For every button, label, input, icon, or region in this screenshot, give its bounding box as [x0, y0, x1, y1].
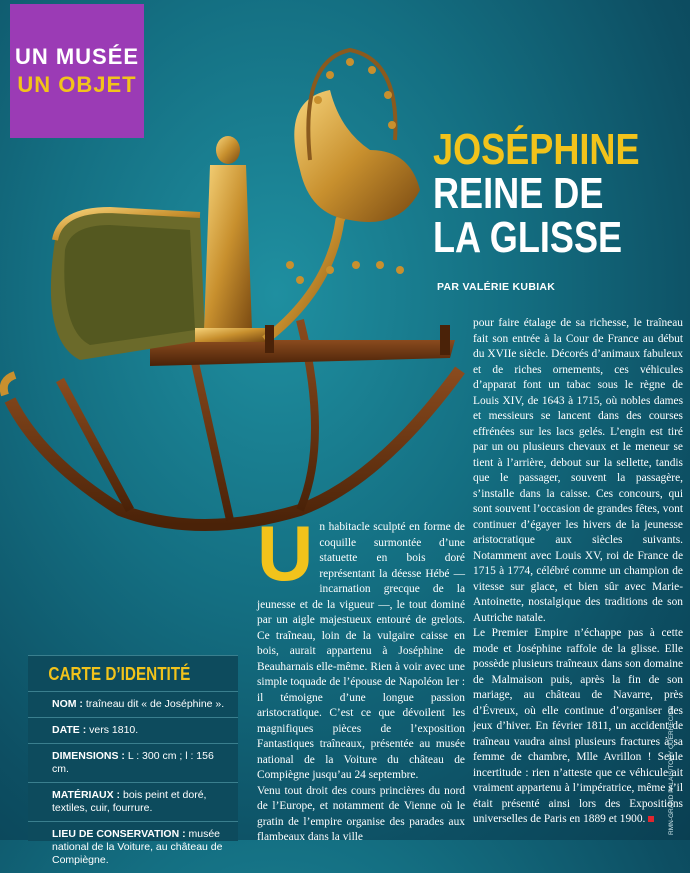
sleigh-photo: [0, 40, 470, 560]
headline: [433, 125, 683, 262]
headline-line-2: REINE DE: [433, 169, 604, 218]
identity-card-title: CARTE D’IDENTITÉ: [48, 664, 191, 684]
field-key: DATE :: [52, 724, 87, 736]
article-paragraph-1: n habitacle sculpté en forme de coquille surmontée d’une statuette en bois doré représentant la déesse Hébé — incarnation grecque de la jeunesse et de la vigueur —, le tout dominé par un aigle majestueux entouré de grelots. Ce traîneau, loin de la vulgaire caisse en bois, aurait appartenu à Joséphine de Beauharnais elle-même. Rien à voir avec une simple toquade de l’épouse de Napoléon Ier : il témoigne d’une longue passion aristocratique. C’est ce que dévoilent les magnifiques pièces de l’exposition Fantastiques traîneaux, présentée au musée national de la Voiture du château de Compiègne jusqu’au 24 septembre.: [257, 521, 465, 781]
headline-line-1: JOSÉPHINE: [433, 125, 640, 174]
headline-line-3: LA GLISSE: [433, 213, 623, 262]
identity-field-dimensions: [28, 743, 238, 782]
article-paragraph-2: Venu tout droit des cours princières du nord de l’Europe, et notamment de Vienne où le gratin de l’empire organise des parades aux flambeaux dans la ville: [257, 784, 465, 843]
identity-field-materials: [28, 782, 238, 821]
article-paragraph-4-text: Le Premier Empire n’échappe pas à cette mode et Joséphine raffole de la glisse. Elle possède plusieurs traîneaux dans son domaine de Malmaison puis, après la fin de son mariage, au château de Navarre, près d’Évreux, où elle continue d’organiser des jeux d’hiver. En février 1811, un accident de traîneau vaudra ainsi plusieurs fractures à sa femme de chambre, Mlle Avrillon ! Seule incertitude : rien n’atteste que ce véhicule ait vraiment appartenu à l’impératrice, même s’il était présenté ainsi lors des Expositions universelles de Paris en 1889 et 1900.: [473, 627, 683, 825]
article-paragraph-3: pour faire étalage de sa richesse, le traîneau fait son entrée à la Cour de France au début du XVIIe siècle. Décorés d’animaux fabuleux et de riches ornements, ces véhicules d’apparat font un tabac sous le règne de Louis XIV, de 1643 à 1715, où nobles dames et messieurs se lancent dans des courses effrénées sur les lacs gelés. L’engin est tiré par un ou plusieurs chevaux et le meneur se tient à l’arrière, debout sur la sellette, tandis que le passager, souvent la passagère, s’installe dans la caisse. Ces concours, qui sont souvent l’occasion de grandes fêtes, vont continuer d’égayer les hivers de la jeunesse aristocratique aux siècles suivants. Notamment avec Louis XV, roi de France de 1715 à 1774, célébré comme un champion de vitesse sur glace, et bien sûr avec Marie-Antoinette, nostalgique des traditions de son Autriche natale.: [473, 317, 683, 624]
article-column-right: [473, 316, 683, 828]
badge-line-2: UN OBJET: [17, 72, 137, 97]
field-value: L : 300 cm ; l : 156 cm.: [52, 750, 214, 775]
end-mark: [648, 816, 654, 822]
field-key: MATÉRIAUX :: [52, 789, 121, 801]
identity-field-date: [28, 717, 238, 743]
byline: PAR VALÉRIE KUBIAK: [437, 281, 556, 293]
field-value: vers 1810.: [86, 724, 139, 736]
field-value: bois peint et doré, textiles, cuir, fourrure.: [52, 789, 207, 814]
article-paragraph-4: [473, 626, 683, 828]
field-value: musée national de la Voiture, au château de Compiègne.: [52, 828, 223, 866]
identity-field-name: [28, 691, 238, 717]
identity-field-location: [28, 821, 238, 873]
photo-credit: RMN-GRAND PALAIS/TONY QUERREC/SP: [668, 706, 675, 835]
dropcap: U: [257, 509, 314, 597]
field-key: DIMENSIONS :: [52, 750, 125, 762]
badge-line-1: UN MUSÉE: [14, 44, 140, 69]
field-key: NOM :: [52, 698, 83, 710]
article-column-middle: [257, 509, 465, 846]
field-value: traîneau dit « de Joséphine ».: [82, 698, 225, 710]
identity-card: [28, 655, 238, 866]
field-key: LIEU DE CONSERVATION :: [52, 828, 186, 840]
